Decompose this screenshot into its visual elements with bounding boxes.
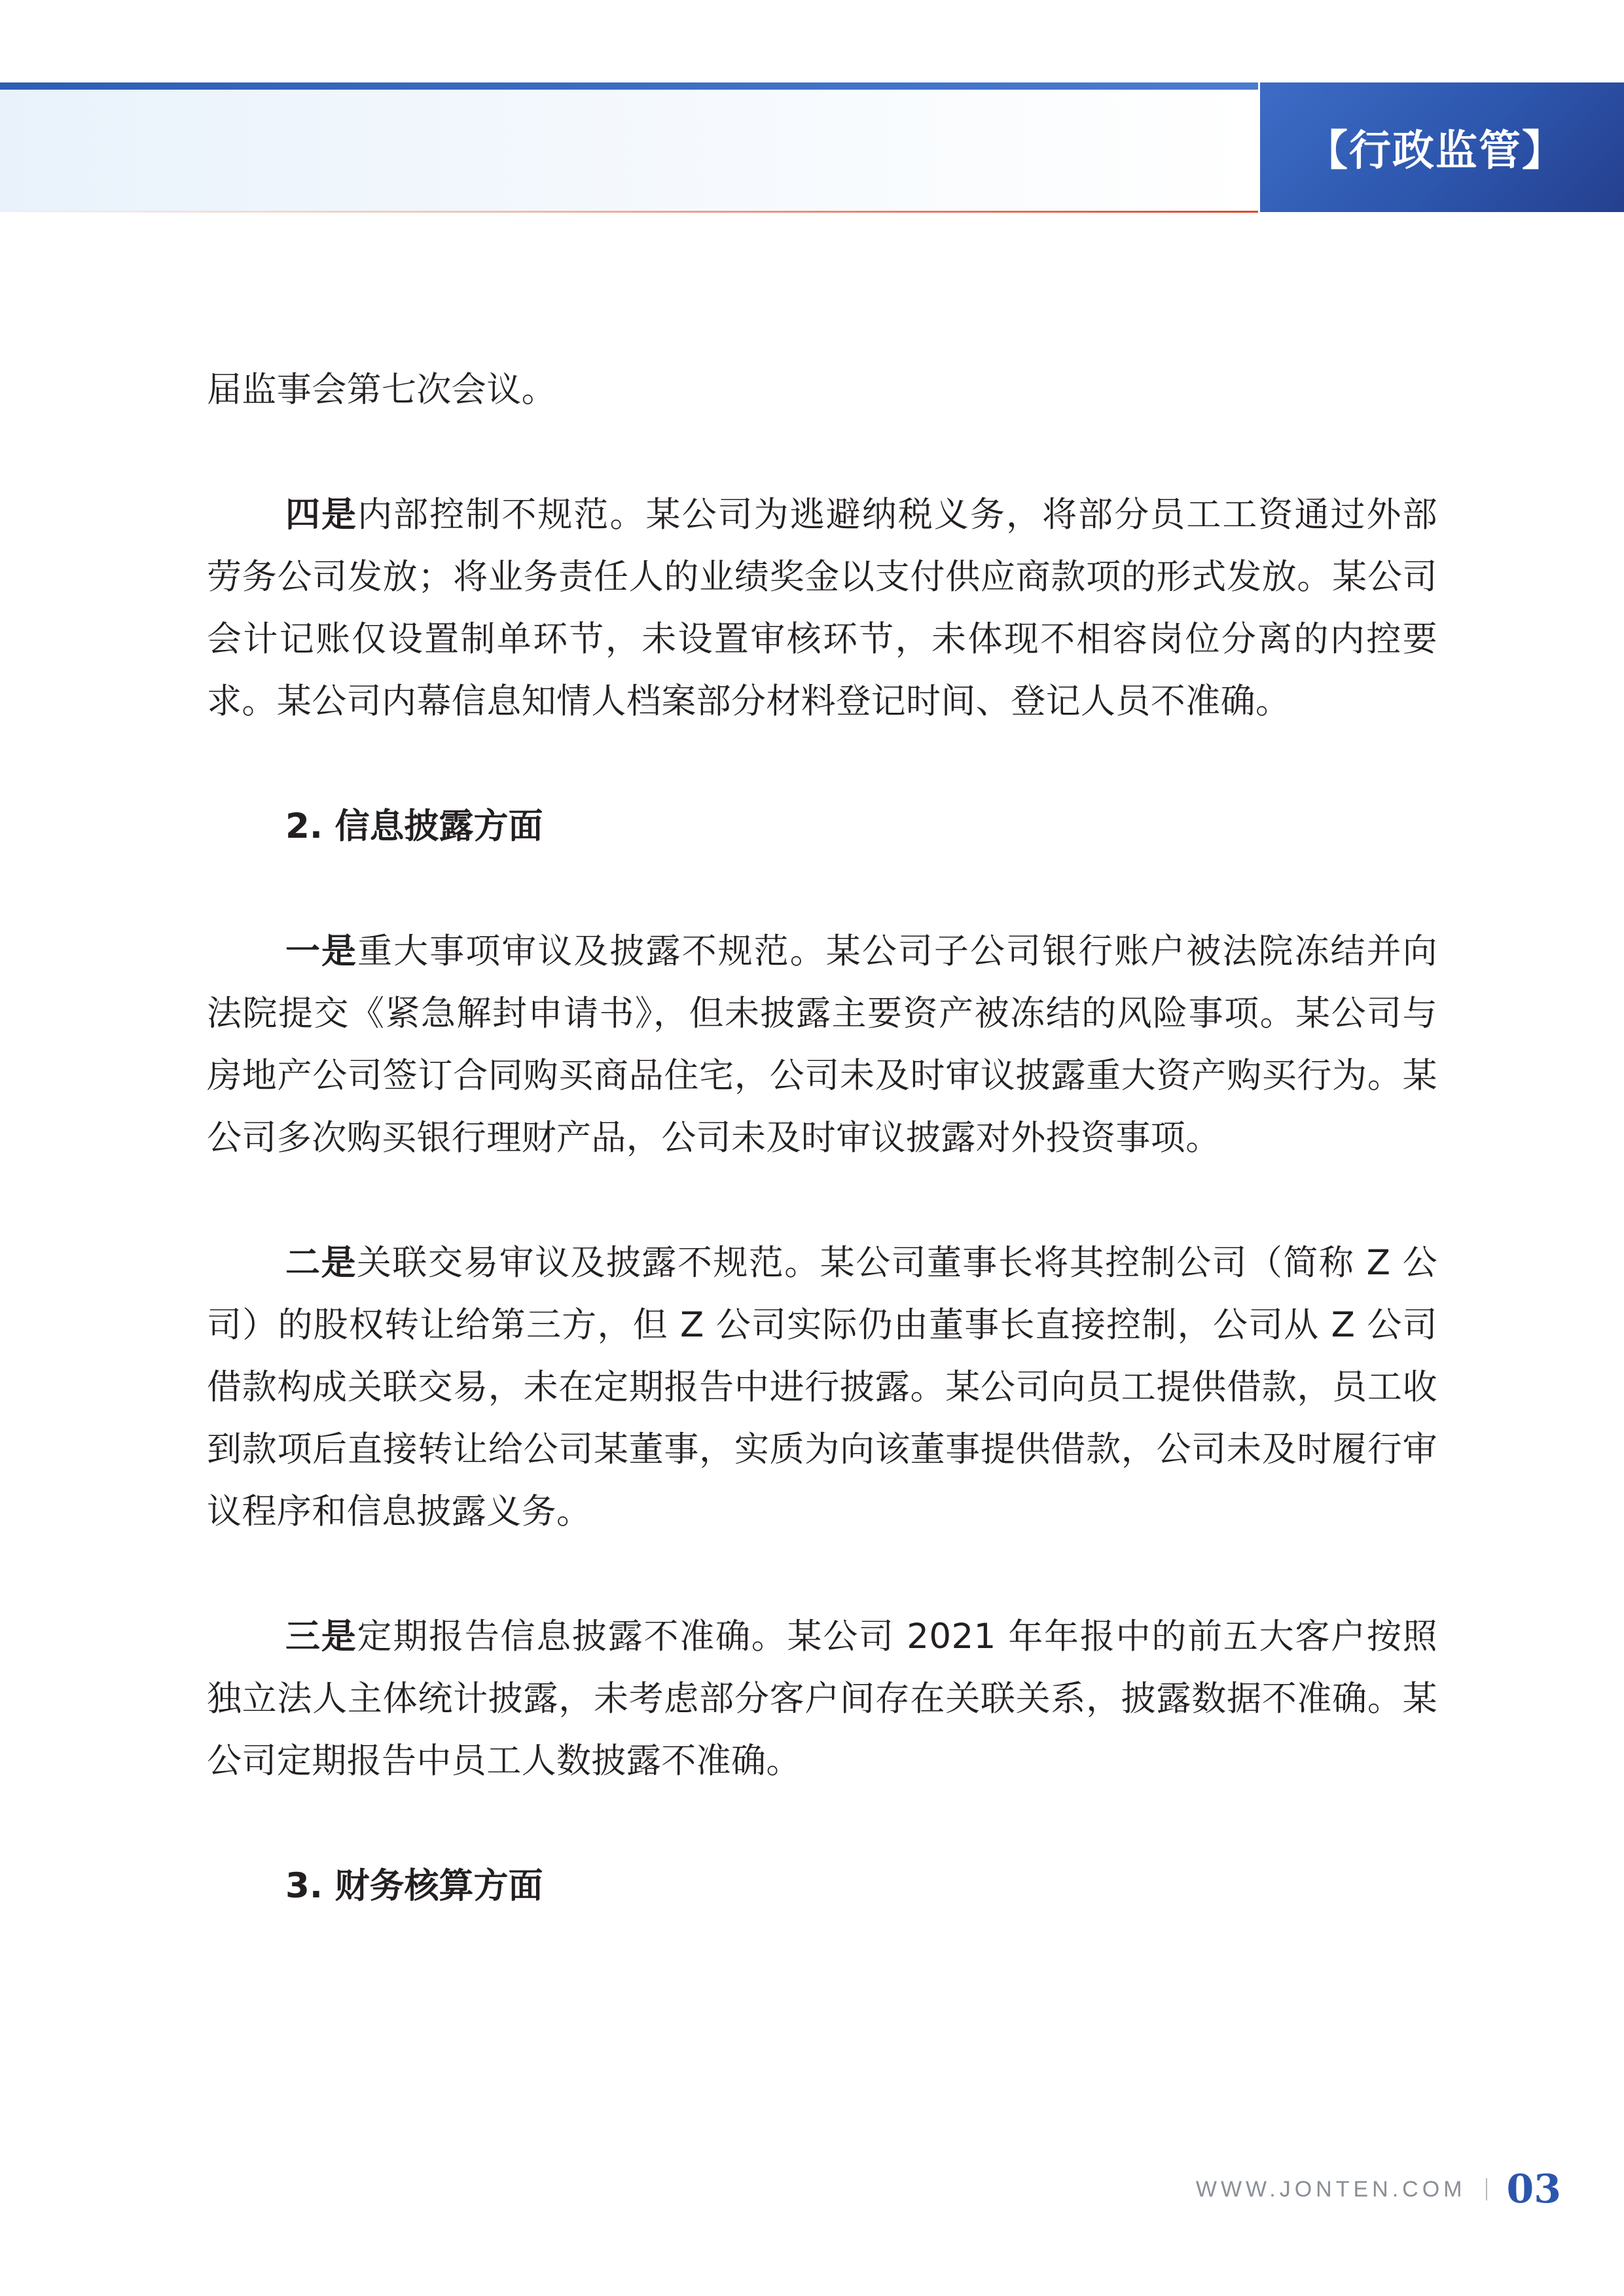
paragraph-text: 关联交易审议及披露不规范。某公司董事长将其控制公司（简称 Z 公司）的股权转让给第三方，但 Z 公司实际仍由董事长直接控制，公司从 Z 公司借款构成关联交易，未在定期报告中进行披露。某公司向员工提供借款，员工收到款项后直接转让给公司某董事，实质为向该董事提供借款，公司未及时履行审议程序和信息披露义务。 <box>207 1243 1437 1532</box>
paragraph-lead: 一是 <box>285 931 358 971</box>
paragraph-major-matters <box>207 920 1437 1169</box>
section-tag-label: 【行政监管】 <box>1306 126 1565 175</box>
paragraph-related-transactions <box>207 1232 1437 1543</box>
paragraph-continuation: 届监事会第七次会议。 <box>207 370 556 410</box>
section-heading-disclosure: 2. 信息披露方面 <box>285 806 543 846</box>
paragraph-internal-control <box>207 484 1437 732</box>
header-accent-line <box>0 211 1258 213</box>
paragraph-lead: 三是 <box>285 1617 357 1657</box>
header-band <box>0 90 1258 212</box>
page-footer <box>1196 2160 1561 2219</box>
paragraph-lead: 二是 <box>285 1243 357 1283</box>
footer-divider <box>1486 2178 1487 2200</box>
paragraph-text: 重大事项审议及披露不规范。某公司子公司银行账户被法院冻结并向法院提交《紧急解封申请书》，但未披露主要资产被冻结的风险事项。某公司与房地产公司签订合同购买商品住宅，公司未及时审议披露重大资产购买行为。某公司多次购买银行理财产品，公司未及时审议披露对外投资事项。 <box>207 931 1437 1158</box>
header-top-rule <box>0 82 1258 90</box>
paragraph-periodic-report <box>207 1605 1437 1792</box>
website-url: WWW.JONTEN.COM <box>1195 2176 1466 2202</box>
section-heading-accounting: 3. 财务核算方面 <box>285 1866 543 1906</box>
paragraph-text: 内部控制不规范。某公司为逃避纳税义务，将部分员工工资通过外部劳务公司发放；将业务责任人的业绩奖金以支付供应商款项的形式发放。某公司会计记账仅设置制单环节，未设置审核环节，未体现不相容岗位分离的内控要求。某公司内幕信息知情人档案部分材料登记时间、登记人员不准确。 <box>207 495 1437 721</box>
paragraph-lead: 四是 <box>285 495 358 535</box>
page-number: 03 <box>1506 2166 1561 2212</box>
article-body <box>207 359 1437 1917</box>
paragraph-text: 定期报告信息披露不准确。某公司 2021 年年报中的前五大客户按照独立法人主体统计披露，未考虑部分客户间存在关联关系，披露数据不准确。某公司定期报告中员工人数披露不准确。 <box>207 1617 1437 1781</box>
section-tag <box>1260 82 1624 212</box>
